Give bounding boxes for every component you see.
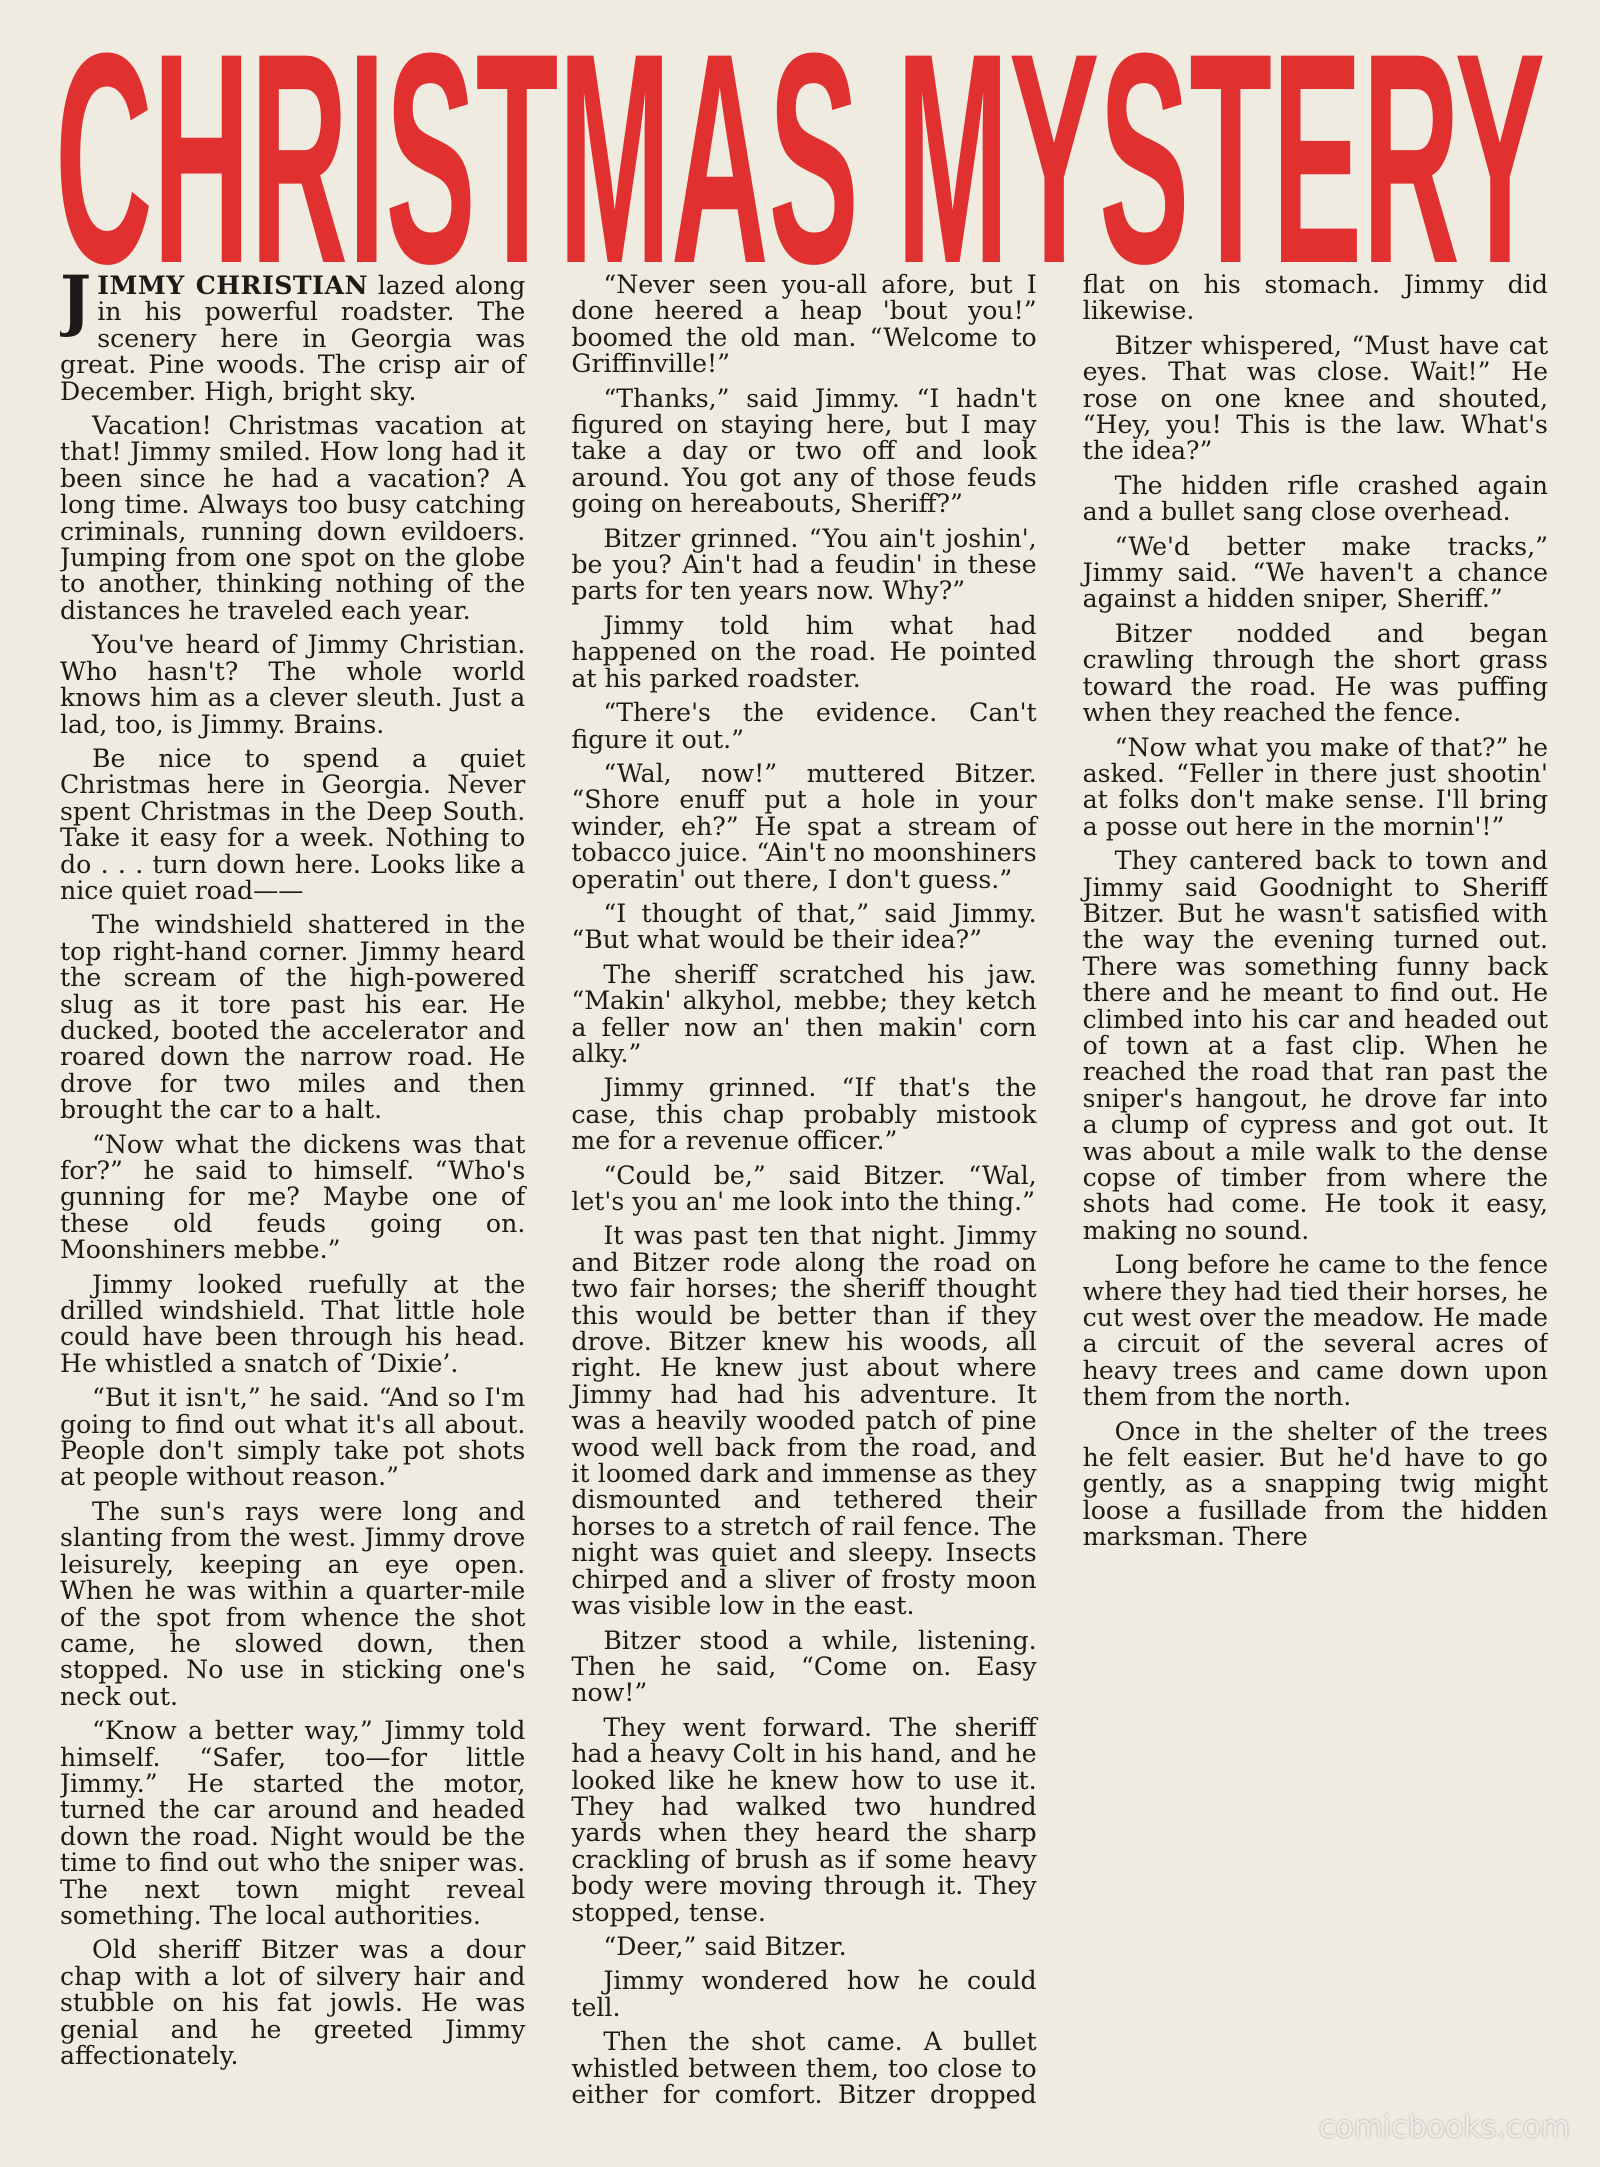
story-paragraph-lead <box>60 272 525 405</box>
story-paragraph: Be nice to spend a quiet Christmas here in Georgia. Never spent Christmas in the Deep South. Take it easy for a week. Nothing to do . . . turn down here. Looks like a nice quiet road—— <box>60 743 526 905</box>
story-paragraph: “Wal, now!” muttered Bitzer. “Shore enuff put a hole in your winder, eh?” He spat a stream of tobacco juice. “Ain't no moonshiners operatin' out there, I don't guess.” <box>571 758 1037 894</box>
story-paragraph: The windshield shattered in the top right-hand corner. Jimmy heard the scream of the high-powered slug as it tore past his ear. He ducked, booted the accelerator and roared down the narrow road. He drove for two miles and then brought the car to a halt. <box>60 910 526 1125</box>
story-paragraph: It was past ten that night. Jimmy and Bitzer rode along the road on two fair horses; the sheriff thought this would be better than if they drove. Bitzer knew his woods, all right. He knew just about where Jimmy had had his adventure. It was a heavily wooded patch of pine wood well back from the road, and it loomed dark and immense as they dismounted and tethered their horses to a stretch of rail fence. The night was quiet and sleepy. Insects chirped and a sliver of frosty moon was visible low in the east. <box>571 1221 1037 1621</box>
story-paragraph: “Now what you make of that?” he asked. “Feller in there just shootin' at folks don't make sense. I'll bring a posse out here in the mornin'!” <box>1082 732 1548 841</box>
story-paragraph: Old sheriff Bitzer was a dour chap with a lot of silvery hair and stubble on his fat jowls. He was genial and he greeted Jimmy affectionately. <box>60 1935 526 2070</box>
story-paragraph: Bitzer stood a while, listening. Then he said, “Come on. Easy now!” <box>571 1625 1037 1708</box>
story-paragraph: Jimmy told him what had happened on the road. He pointed at his parked roadster. <box>571 610 1037 693</box>
story-paragraph: “Could be,” said Bitzer. “Wal, let's you an' me look into the thing.” <box>571 1160 1037 1216</box>
story-paragraph-text: lazed along in his powerful roadster. The scenery here in Georgia was great. Pine woods. The crisp air of December. High, bright sky. <box>60 272 526 406</box>
story-paragraph: They went forward. The sheriff had a heavy Colt in his hand, and he looked like he knew how to use it. They had walked two hundred yards when they heard the sharp crackling of brush as if some heavy body were moving through it. They stopped, tense. <box>571 1712 1037 1927</box>
story-paragraph: “Know a better way,” Jimmy told himself. “Safer, too—for little Jimmy.” He started the motor, turned the car around and headed down the road. Night would be the time to find out who the sniper was. The next town might reveal something. The local authorities. <box>60 1716 526 1930</box>
story-paragraph: Bitzer whispered, “Must have cat eyes. That was close. Wait!” He rose on one knee and shouted, “Hey, you! This is the law. What's the idea?” <box>1082 330 1548 466</box>
story-title-text: CHRISTMAS MYSTERY <box>55 30 1545 280</box>
story-paragraph: “I thought of that,” said Jimmy. “But what would be their idea?” <box>571 898 1037 955</box>
story-paragraph: “There's the evidence. Can't figure it out.” <box>571 698 1037 754</box>
story-paragraph: “Thanks,” said Jimmy. “I hadn't figured on staying here, but I may take a day or two off and look around. You got any of those feuds going on hereabouts, Sheriff?” <box>571 383 1037 519</box>
story-paragraph: Once in the shelter of the trees he felt easier. But he'd have to go gently, as a snapping twig might loose a fusillade from the hidden marksman. There <box>1082 1416 1548 1552</box>
story-paragraph: Bitzer nodded and began crawling through the short grass toward the road. He was puffing when they reached the fence. <box>1082 618 1548 728</box>
story-paragraph: Jimmy wondered how he could tell. <box>571 1966 1037 2022</box>
story-paragraph: You've heard of Jimmy Christian. Who hasn't? The whole world knows him as a clever sleuth. Just a lad, too, is Jimmy. Brains. <box>60 630 526 739</box>
story-paragraph: Then the shot came. A bullet whistled between them, too close to either for comfort. Bitzer dropped flat on his stomach. Jimmy did likewise. <box>571 272 1548 2109</box>
story-paragraph: “Never seen you-all afore, but I done heered a heap 'bout you!” boomed the old man. “Welcome to Griffinville!” <box>571 272 1037 379</box>
story-paragraph: Jimmy grinned. “If that's the case, this chap probably mistook me for a revenue officer.” <box>571 1073 1037 1156</box>
story-paragraph: “We'd better make tracks,” Jimmy said. “We haven't a chance against a hidden sniper, Sheriff.” <box>1082 531 1548 614</box>
story-paragraph: “But it isn't,” he said. “And so I'm going to find out what it's all about. People don't simply take pot shots at people without reason.” <box>60 1383 526 1492</box>
story-paragraph: Jimmy looked ruefully at the drilled windshield. That little hole could have been through his head. He whistled a snatch of ‘Dixie’. <box>60 1269 526 1378</box>
story-paragraph: Vacation! Christmas vacation at that! Jimmy smiled. How long had it been since he had a vacation? A long time. Always too busy catching criminals, running down evildoers. Jumping from one spot on the globe to another, thinking nothing of the distances he traveled each year. <box>60 411 526 625</box>
story-paragraph: The sun's rays were long and slanting from the west. Jimmy drove leisurely, keeping an eye open. When he was within a quarter-mile of the spot from whence the shot came, he slowed down, then stopped. No use in sticking one's neck out. <box>60 1496 526 1711</box>
story-paragraph: The hidden rifle crashed again and a bullet sang close overhead. <box>1082 470 1548 527</box>
story-paragraph: The sheriff scratched his jaw. “Makin' alkyhol, mebbe; they ketch a feller now an' then makin' corn alky.” <box>571 959 1037 1068</box>
story-paragraph: They cantered back to town and Jimmy said Goodnight to Sheriff Bitzer. But he wasn't satisfied with the way the evening turned out. There was something funny back there and he meant to find out. He climbed into his car and headed out of town at a fast clip. When he reached the road that ran past the sniper's hangout, he drove far into a clump of cypress and got out. It was about a mile walk to the dense copse of timber from where the shots had come. He took it easy, making no sound. <box>1082 846 1548 1245</box>
story-paragraph: “Now what the dickens was that for?” he said to himself. “Who's gunning for me? Maybe one of these old feuds going on. Moonshiners mebbe.” <box>60 1129 526 1265</box>
lead-caps: IMMY CHRISTIAN <box>97 272 369 300</box>
story-paragraph: “Deer,” said Bitzer. <box>603 1931 847 1961</box>
story-paragraph: Long before he came to the fence where they had tied their horses, he cut west over the meadow. He made a circuit of the several acres of heavy trees and came down upon them from the north. <box>1082 1250 1548 1412</box>
story-columns <box>60 272 1548 2122</box>
drop-cap: J <box>60 272 92 339</box>
story-title <box>52 30 1548 280</box>
site-watermark: comicbooks.com <box>1318 2110 1570 2145</box>
story-paragraph: Bitzer grinned. “You ain't joshin', be you? Ain't had a feudin' in these parts for ten years now. Why?” <box>571 523 1037 606</box>
story-title-graphic <box>52 30 1548 280</box>
